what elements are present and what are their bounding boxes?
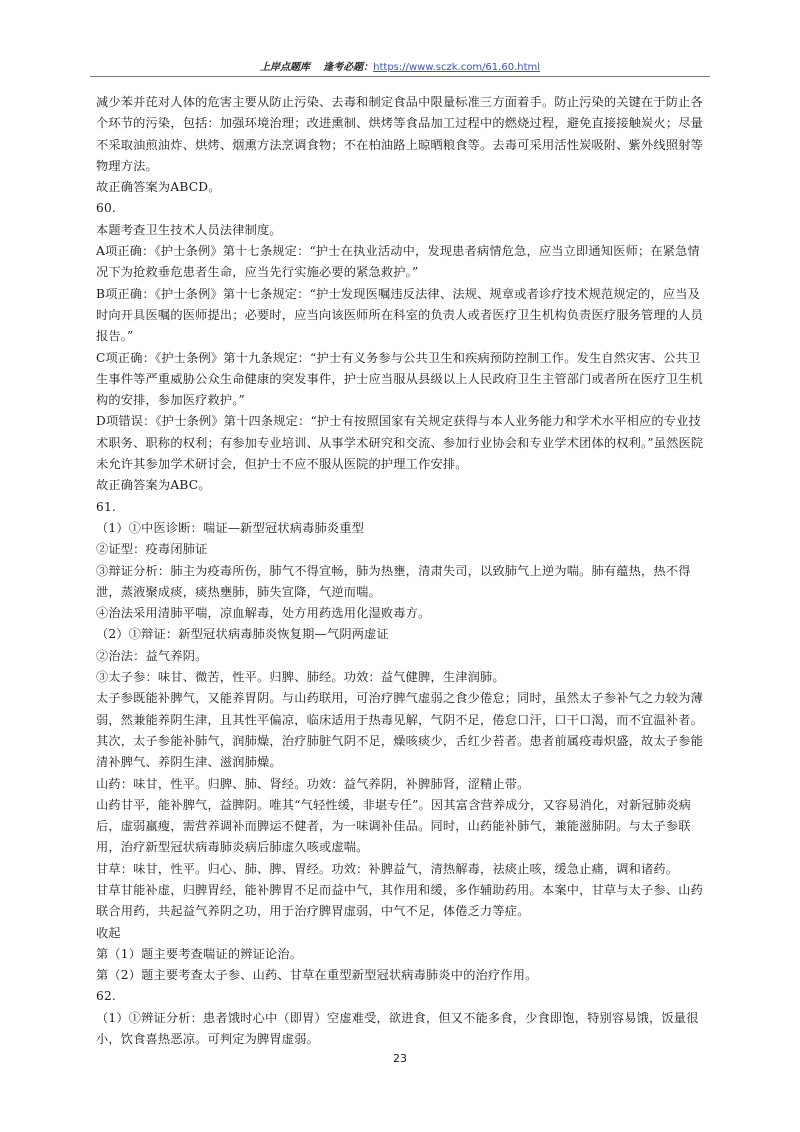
header-divider	[90, 76, 710, 77]
paragraph: 太子参既能补脾气，又能养胃阴。与山药联用，可治疗脾气虚弱之食少倦怠；同时，虽然太子参补气之力较为薄弱，然兼能养阴生津，且其性平偏凉，临床适用于热毒见解，气阴不足，倦怠口汗，口干口渴，而不宜温补者。其次，太子参能补肺气，润肺燥，治疗肺脏气阴不足，燥咳痰少，舌红少苔者。患者前属疫毒炽盛，故太子参能清补脾气、养阴生津、滋润肺燥。	[96, 691, 703, 770]
paragraph: C项正确：《护士条例》第十九条规定：“护士有义务参与公共卫生和疾病预防控制工作。发生自然灾害、公共卫生事件等严重威胁公众生命健康的突发事件，护士应当服从县级以上人民政府卫生主管部门或者所在医疗卫生机构的安排，参加医疗救护。”	[96, 350, 703, 408]
header-brand: 上岸点题库	[259, 62, 310, 73]
paragraph: ③辩证分析：肺主为疫毒所伤，肺气不得宣畅，肺为热壅，清肃失司，以致肺气上逆为喘。肺有蕴热，热不得泄，蒸液聚成痰，痰热壅肺，肺失宣降，气逆而喘。	[96, 563, 691, 599]
paragraph: ②治法：益气养阴。	[96, 648, 208, 663]
paragraph: 本题考查卫生技术人员法律制度。	[96, 222, 282, 237]
paragraph: 山药甘平，能补脾气，益脾阴。唯其“气轻性缓，非堪专任”。因其富含营养成分，又容易消化，对新冠肺炎病后，虚弱羸瘦，需营养调补而脾运不健者，为一味调补佳品。同时，山药能补肺气，兼能滋肺阴。与太子参联用，治疗新型冠状病毒肺炎病后肺虚久咳或虚喘。	[96, 797, 692, 855]
paragraph: 第（2）题主要考查太子参、山药、甘草在重型新型冠状病毒肺炎中的治疗作用。	[96, 968, 538, 983]
paragraph: （2）①辩证：新型冠状病毒肺炎恢复期—气阴两虚证	[96, 627, 389, 642]
question-number: 61.	[96, 499, 116, 514]
paragraph: D项错误：《护士条例》第十四条规定：“护士有按照国家有关规定获得与本人业务能力和学术水平相应的专业技术职务、职称的权利；有参加专业培训、从事学术研究和交流、参加行业协会和专业学术团体的权利。”虽然医院未允许其参加学术研讨会，但护士不应不服从医院的护理工作安排。	[96, 414, 704, 472]
paragraph: B项正确：《护士条例》第十七条规定：“护士发现医嘱违反法律、法规、规章或者诊疗技术规范规定的，应当及时向开具医嘱的医师提出；必要时，应当向该医师所在科室的负责人或者医疗卫生机构负责医疗服务管理的人员报告。”	[96, 286, 703, 344]
paragraph: ②证型：疫毒闭肺证	[96, 542, 208, 557]
paragraph: ④治法采用清肺平喘，凉血解毒，处方用药选用化湿败毒方。	[96, 606, 431, 621]
paragraph: 减少苯并芘对人体的危害主要从防止污染、去毒和制定食品中限量标准三方面着手。防止污染的关键在于防止各个环节的污染，包括：加强环境治理；改进熏制、烘烤等食品加工过程中的燃烧过程，避免直接接触炭火；尽量不采取油煎油炸、烘烤、烟熏方法烹调食物；不在柏油路上晾晒粮食等。去毒可采用活性炭吸附、紫外线照射等物理方法。	[96, 95, 703, 173]
paragraph: 故正确答案为ABCD。	[96, 180, 221, 195]
paragraph: 甘草：味甘，性平。归心、肺、脾、胃经。功效：补脾益气，清热解毒，祛痰止咳，缓急止痛，调和诸药。	[96, 861, 679, 876]
paragraph: （1）①辨证分析：患者饿时心中（即胃）空虚难受，欲进食，但又不能多食，少食即饱，特别容易饿，饭量很小，饮食喜热恶凉。可判定为脾胃虚弱。	[96, 1010, 699, 1047]
collapse-link[interactable]: 收起	[96, 925, 121, 940]
paragraph: （1）①中医诊断：喘证—新型冠状病毒肺炎重型	[96, 520, 365, 535]
paragraph: ③太子参：味甘、微苦，性平。归脾、肺经。功效：益气健脾，生津润肺。	[96, 670, 505, 685]
page-header	[0, 58, 800, 73]
paragraph: 甘草甘能补虚，归脾胃经，能补脾胃不足而益中气，其作用和缓，多作辅助药用。本案中，甘草与太子参、山药联合用药，共起益气养阴之功，用于治疗脾胃虚弱，中气不足，体倦乏力等症。	[96, 882, 703, 919]
question-number: 60.	[96, 201, 116, 216]
page-number: 23	[393, 1052, 407, 1065]
paragraph: 山药：味甘，性平。归脾、肺、肾经。功效：益气养阴，补脾肺肾，涩精止带。	[96, 776, 530, 791]
header-slogan: 逢考必题：	[323, 62, 374, 73]
question-number: 62.	[96, 989, 116, 1004]
paragraph: A项正确：《护士条例》第十七条规定：“护士在执业活动中，发现患者病情危急，应当立即通知医师；在紧急情况下为抢救垂危患者生命，应当先行实施必要的紧急救护。”	[96, 244, 700, 280]
paragraph: 故正确答案为ABC。	[96, 478, 211, 493]
paragraph: 第（1）题主要考查喘证的辨证论治。	[96, 946, 303, 961]
document-body	[96, 92, 706, 1050]
header-link[interactable]: https://www.sczk.com/61.60.html	[373, 62, 541, 73]
